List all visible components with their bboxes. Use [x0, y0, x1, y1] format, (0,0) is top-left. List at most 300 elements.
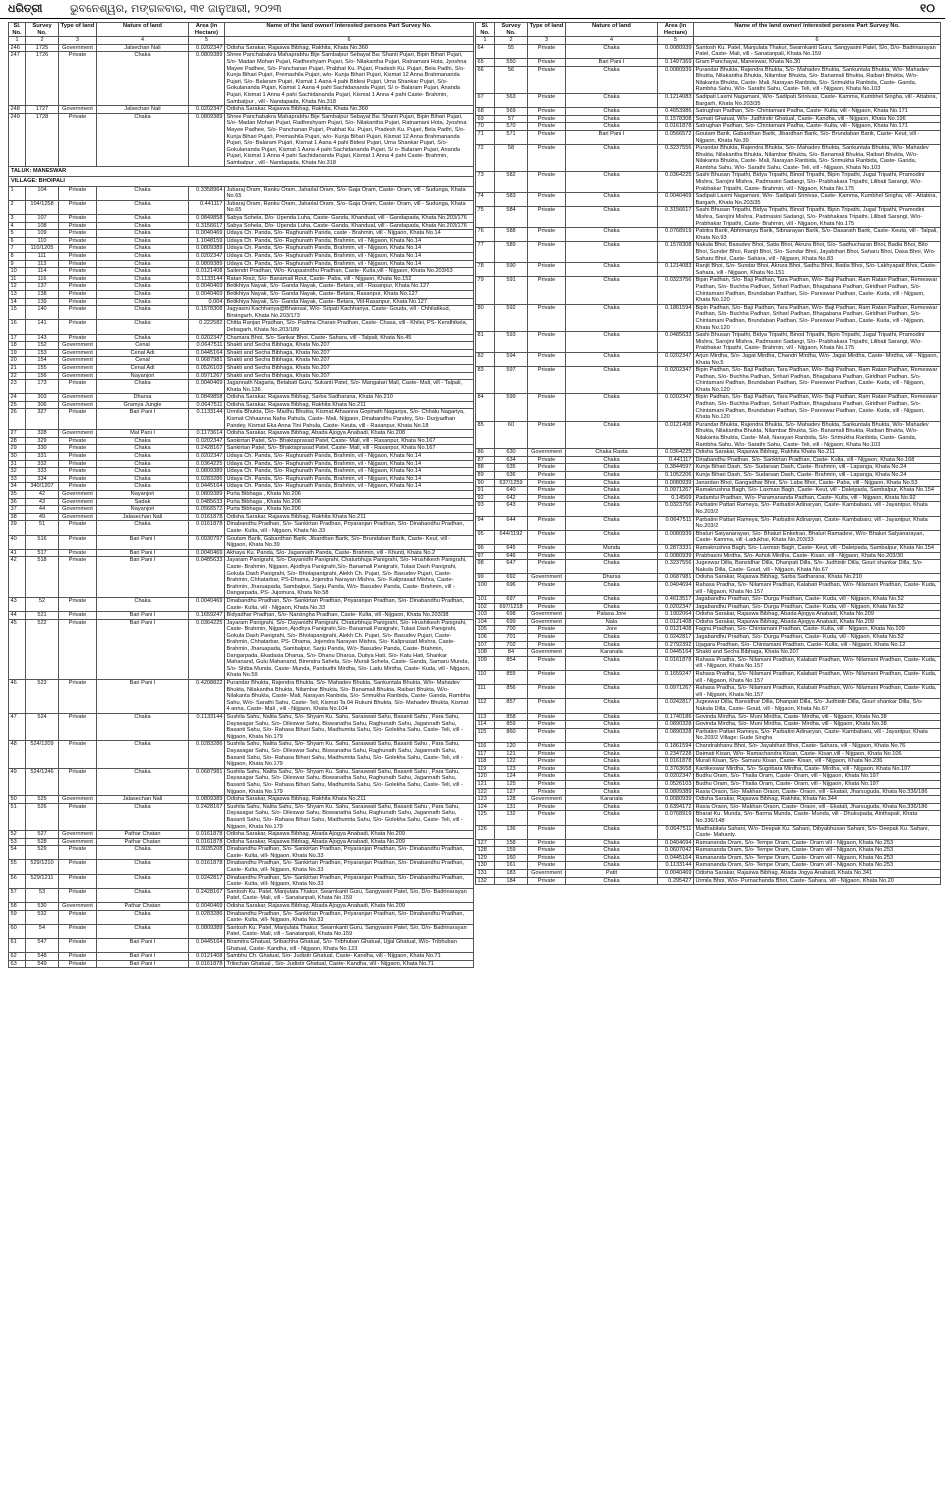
survey-cell: 334: [26, 475, 59, 483]
nature-cell: Chaka: [566, 172, 658, 193]
survey-cell: 594: [495, 352, 528, 366]
sl-cell: 89: [476, 472, 495, 480]
type-cell: Private: [528, 750, 566, 758]
area-cell: 0.1497369: [658, 58, 694, 66]
area-cell: 0.0040469: [189, 380, 225, 394]
sl-cell: 55: [9, 860, 26, 874]
type-cell: Private: [528, 699, 566, 713]
table-row: [476, 728, 941, 742]
table-row: [476, 626, 941, 634]
owner-cell: Rasia Oraon, S/o- Makhan Oraon, Caste- Oraon, vill - Ekatali, Jharsuguda, Khata No.336/186: [694, 788, 941, 796]
type-cell: Government: [59, 394, 97, 402]
survey-cell: 642: [495, 494, 528, 502]
sl-cell: 22: [9, 372, 26, 380]
nature-cell: Chaka: [566, 877, 658, 885]
sl-cell: 54: [9, 846, 26, 860]
table-row: [9, 831, 474, 839]
table-row: [476, 479, 941, 487]
nature-cell: Gramya Jungle: [97, 401, 189, 409]
type-cell: Private: [528, 713, 566, 721]
table-row: [476, 825, 941, 839]
type-cell: Private: [59, 320, 97, 334]
survey-cell: 523: [26, 680, 59, 714]
survey-cell: 60: [495, 421, 528, 448]
type-cell: Government: [59, 342, 97, 350]
survey-cell: 84: [495, 649, 528, 657]
col-num: 2: [26, 37, 59, 45]
type-cell: Private: [59, 939, 97, 953]
area-cell: 0.0445164: [189, 349, 225, 357]
survey-cell: 692: [495, 574, 528, 582]
type-cell: Private: [59, 52, 97, 106]
owner-cell: Odisha Sarakar, Rajaswa Bibhag, Abada Ajogya Anabadi, Khata No.209: [694, 618, 941, 626]
owner-cell: Chamara Bhoi, S/o- Sankar Bhoi, Caste- Sahara, vill - Talpali, Khata No.45: [225, 334, 474, 342]
table-row: [476, 685, 941, 699]
type-cell: Private: [59, 874, 97, 888]
survey-cell: 524: [26, 714, 59, 741]
sl-cell: 115: [476, 728, 495, 742]
area-cell: 0.0526103: [189, 364, 225, 372]
sl-cell: 87: [476, 456, 495, 464]
nature-cell: Chaka: [566, 228, 658, 242]
sl-cell: 34: [9, 483, 26, 491]
area-cell: 0.0566572: [658, 130, 694, 144]
area-cell: 0.0647511: [658, 825, 694, 839]
type-cell: Private: [528, 721, 566, 729]
area-cell: 0.441117: [658, 456, 694, 464]
sl-cell: 85: [476, 421, 495, 448]
sl-cell: 73: [476, 172, 495, 193]
area-cell: 0.0809389: [189, 468, 225, 476]
nature-cell: Chaka: [97, 597, 189, 611]
survey-cell: 110/1205: [26, 245, 59, 253]
nature-cell: Chaka: [566, 773, 658, 781]
area-cell: 0.0364225: [189, 619, 225, 679]
survey-cell: 183: [495, 870, 528, 878]
sl-cell: 62: [9, 953, 26, 961]
area-cell: 0.0283286: [189, 741, 225, 768]
owner-cell: Udaya Ch. Panda, S/o- Raghunath Panda, Brahmin, vil - Nijgaon, Khata No.14: [225, 253, 474, 261]
sl-cell: 46: [9, 680, 26, 714]
nature-cell: Chaka: [566, 854, 658, 862]
owner-cell: Udaya Ch. Panda, S/o- Raghunath Panda, Brahmin, vil - Nijgaon, Khata No.14: [225, 483, 474, 491]
area-cell: 0.0040469: [189, 290, 225, 298]
table-row: [476, 193, 941, 207]
owner-cell: Kunja Bihari Dash, S/o- Sudarsan Dash, Caste- Brahmin, vill - Lapanga, Khata No.24: [694, 472, 941, 480]
table-row: [476, 773, 941, 781]
type-cell: Private: [528, 765, 566, 773]
sl-cell: 60: [9, 924, 26, 938]
owner-cell: Betikhiya Nayak, S/o- Ganda Nayak, Caste- Betara, Rasanpur, Khata No.127: [225, 290, 474, 298]
survey-cell: 529/1210: [26, 860, 59, 874]
survey-cell: 522: [26, 619, 59, 679]
area-cell: 0.0202347: [189, 253, 225, 261]
table-row: [9, 283, 474, 291]
table-row: [9, 910, 474, 924]
nature-cell: Chaka: [566, 263, 658, 277]
table-row: [9, 320, 474, 334]
table-row: [9, 275, 474, 283]
owner-cell: Sushila Sahu, Nalita Sahu, S/o- Shyam Ku. Sahu, Saraswati Sahu, Basanti Sahu , Para Sahu, Dayasagar Sahu, S/o- Dileswar Sahu, Biswanatha Sahu, Raghunath Sahu, Jagannath Sahu, Basanti Sahu, S/o- Rahasa Bihari Sahu, Madhumita Sahu, S/o- Golekha Sahu, Caste- Teli, vill - Nijgaon, Khata No.179: [225, 714, 474, 741]
survey-cell: 588: [495, 228, 528, 242]
table-row: [9, 334, 474, 342]
table-row: [476, 304, 941, 331]
survey-cell: 303: [26, 394, 59, 402]
table-row: [9, 260, 474, 268]
area-cell: 0.0121408: [189, 953, 225, 961]
area-cell: 0.0040469: [658, 870, 694, 878]
owner-cell: Odisha Sarakar, Rajaswa Bibhag, Abada Ajogya Anabadi, Khata No.209: [694, 611, 941, 619]
survey-cell: 634: [495, 456, 528, 464]
owner-cell: Rahasa Pradha, S/o- Nilamani Pradhan, Kalabati Pradhan, W/o- Nilamani Pradhan, Caste- Kuda, vill - Nijgaon, Khata No.157: [694, 685, 941, 699]
sl-cell: 247: [9, 52, 26, 106]
owner-cell: Arjun Mirdha, S/o- Jagat Mirdha, Chandri Mirdha, W/o- Jagat Mirdha, Caste- Mirdha, vill - Nijgaon, Khata No.5: [694, 352, 941, 366]
table-row: [9, 430, 474, 438]
survey-cell: 140: [26, 306, 59, 320]
survey-cell: 136: [495, 825, 528, 839]
survey-cell: 340/1207: [26, 483, 59, 491]
area-cell: 0.0161878: [658, 656, 694, 670]
area-cell: 0.0202347: [658, 773, 694, 781]
type-cell: Private: [528, 145, 566, 172]
nature-cell: Bari Pani I: [97, 535, 189, 549]
type-cell: Private: [528, 811, 566, 825]
area-cell: 0.1214083: [658, 263, 694, 277]
owner-cell: Nakula Bhoi, Basudev Bhoi, Satia Bhoi, Akrura Bhoi, S/o- Sadhucharan Bhoi, Badia Bhoi, Bito Bhoi, Sunder Bhoi, Ranjit Bhoi, S/o- Sundar Bhoi, Jayabihari Bhoi, Saharu Bhoi, Dasa Bhoi, W/o- Saharu Bhoi, Caste- Sahara, vill - Nijgaon, Khata No.83: [694, 242, 941, 263]
sl-cell: 31: [9, 460, 26, 468]
area-cell: 0.2873331: [658, 544, 694, 552]
type-cell: Private: [59, 803, 97, 830]
nature-cell: Pathar Chatan: [97, 831, 189, 839]
owner-cell: Ratan Rout, S/o- Banamali Rout, Caste- Paba, vill - Nijgaon, Khata No.152: [225, 275, 474, 283]
area-cell: 0.0647511: [189, 401, 225, 409]
type-cell: Private: [528, 641, 566, 649]
section-row: [9, 167, 474, 177]
owner-cell: Satrughan Padhan, S/o- Chintamani Padha, Caste- Kulta, vill - Nijgaon, Khata No.171: [694, 123, 941, 131]
survey-cell: 550: [495, 58, 528, 66]
sl-cell: 100: [476, 581, 495, 595]
owner-cell: Dinabandhu Pradhan, S/o- Sankirtan Pradhan, Priyaranjan Pradhan, S/o- Dinabandhu Pradhan, Caste- Kulta, vill- Nijgaon, Khata No.33: [225, 910, 474, 924]
sl-cell: 4: [9, 222, 26, 230]
survey-cell: 128: [495, 796, 528, 804]
owner-cell: Madhabilata Sahani, W/o- Deepak Ku. Sahani, Dibyabhusan Sahani, S/o- Deepak Ku. Sahani, Caste- Mahanty.: [694, 825, 941, 839]
sl-cell: 114: [476, 721, 495, 729]
table-row: [476, 574, 941, 582]
type-cell: Government: [528, 649, 566, 657]
owner-cell: Shakti and Secha Bibhaga, Khata No.207: [225, 357, 474, 365]
owner-cell: Udaya Ch. Panda, S/o- Raghunath Panda, Brahmin, vil - Nijgaon, Khata No.14: [225, 237, 474, 245]
type-cell: Private: [528, 277, 566, 304]
nature-cell: Bari Pani I: [97, 619, 189, 679]
type-cell: Private: [59, 549, 97, 557]
sl-cell: 7: [9, 245, 26, 253]
sl-cell: 23: [9, 380, 26, 394]
sl-cell: 21: [9, 364, 26, 372]
table-row: [476, 742, 941, 750]
nature-cell: Chaka: [566, 713, 658, 721]
survey-cell: 127: [495, 788, 528, 796]
owner-cell: Ranjit Bhoi, S/o- Sundar Bhoi, Akrura Bhoi, Sadhu Bhoi, Badia Bhoi, S/o- Lakhyapati Bhoi, Caste- Sahara, vill - Nijgaon, Khata No.151: [694, 263, 941, 277]
type-cell: Private: [59, 253, 97, 261]
sl-cell: 49: [9, 768, 26, 795]
table-row: [476, 207, 941, 228]
survey-cell: 44: [26, 506, 59, 514]
table-row: [476, 123, 941, 131]
area-cell: 0.0202347: [189, 106, 225, 114]
area-cell: 0.0040469: [189, 903, 225, 911]
type-cell: Government: [528, 618, 566, 626]
nature-cell: Chaka: [97, 245, 189, 253]
table-row: [476, 641, 941, 649]
area-cell: 0.0242817: [189, 874, 225, 888]
nature-cell: Chaka: [566, 803, 658, 811]
type-cell: Private: [528, 847, 566, 855]
table-row: [9, 113, 474, 167]
owner-cell: Kunja Bihari Dash, S/o- Sudarsan Dash, Caste- Brahmin, vill - Lapanga, Khata No.24: [694, 464, 941, 472]
nature-cell: Chaka: [97, 380, 189, 394]
type-cell: Private: [59, 741, 97, 768]
owner-cell: Sumati Ghatual, W/o- Judhirstir Ghatual, Caste- Kandha, vill - Nijgaon, Khata No.196: [694, 115, 941, 123]
survey-cell: 123: [495, 765, 528, 773]
sl-cell: 52: [9, 831, 26, 839]
survey-cell: 571: [495, 130, 528, 144]
table-row: [476, 263, 941, 277]
table-row: [476, 352, 941, 366]
survey-cell: 139: [26, 298, 59, 306]
owner-cell: Budhu Oram, S/o- Thaila Oram, Caste- Oram, vill - Nijgaon, Khata No.197: [694, 780, 941, 788]
type-cell: Private: [59, 953, 97, 961]
type-cell: Private: [528, 728, 566, 742]
type-cell: Private: [528, 332, 566, 353]
nature-cell: Chaka: [566, 193, 658, 207]
sl-cell: 35: [9, 491, 26, 499]
type-cell: Private: [528, 839, 566, 847]
area-cell: 0.0202347: [189, 437, 225, 445]
owner-cell: Jagabandhu Pradhan, S/o- Durga Pradhan, Caste- Kuda, vill - Nijgaon, Khata No.52: [694, 596, 941, 604]
nature-cell: Chaka: [566, 750, 658, 758]
survey-cell: 529: [26, 846, 59, 860]
nature-cell: Pathar Chatan: [97, 838, 189, 846]
area-cell: 0.0809389: [189, 491, 225, 499]
nature-cell: Nayanjori: [97, 372, 189, 380]
table-row: [476, 854, 941, 862]
owner-cell: Jagyasini Kachhariya@Bhainsal, W/o- Sripati Kachhariya, Caste- Gouda, vill - Chhilatikud, Birsingarh, Khata No.203/173: [225, 306, 474, 320]
type-cell: Private: [59, 597, 97, 611]
owner-cell: Biramitra Ghatual, Sribachha Ghatual, S/o- Tribhuban Ghatual, Ujjal Ghatual, W/o- Tribhuban Ghatual, Caste- Kandha, vill - Nijgaon, Khata No.123: [225, 939, 474, 953]
owner-cell: Bhaluri Satyanarayan, S/o- Bhaluri Enketrao, Bhaluri Ramadevi, W/o- Bhaluri Satyanarayan, Caste- Kamma, vill -Ladukhai, Khata No.203/33: [694, 530, 941, 544]
owner-cell: Odisha Sarakar, Rajaswa Bibhag, Abada Ajogya Anabadi, Khata No.209: [225, 831, 474, 839]
owner-cell: Trilochan Ghatual , S/o- Judistir Ghatual, Caste- Kandha, vill - Nijgaon, Khata No.71: [225, 960, 474, 968]
type-cell: Private: [528, 263, 566, 277]
col-num: 3: [528, 37, 566, 45]
area-cell: 0.3237556: [658, 560, 694, 574]
owner-cell: Shakti and Secha Bibhaga, Khata No.207: [225, 364, 474, 372]
sl-cell: 72: [476, 145, 495, 172]
area-cell: 0.4653986: [658, 108, 694, 116]
nature-cell: Chaka: [97, 298, 189, 306]
table-row: [476, 634, 941, 642]
owner-cell: Jayaram Panigrahi, S/o- Dayanidhi Panigrahi, Chaturbhuja Panigrahi, S/o- Hrushikesh Panigrahi, Caste- Brahmin, Nijgaon, Ajodhya Panigrahi,S/o- Banamali Panigrahi, Tulasi Dash Panigrahi, Gokula Dash Panigrahi, S/o- Bholapanigrahi, Alekh Ch. Pujari, S/o- Basudev Pujari, Caste- Brahmin, Chhatarbar, PS- Dhama, Jojendra Narayan Mishra, S/o- Kaliprasad Mishra, Caste- Brahmin, Jharuapada, Sambalpur, Sarju Panda, W/o- Basudev Panda, Caste- Brahmin, Dangarpada, Ekadasia Dharua, S/o- Dhanu Dharua, Dutiya Hati, S/o- Katu Hati, Shankar Mahanand, Gulu Mahanand, Birendra Sahela, S/o- Murali Sohela, Caste- Ganda, Samaru Munda, S/o- Shiba Munda, Caste- Munda, Panbudhi Mirdha, S/o- Ladu Mirdha, Caste- Kuda, vill - Nijgaon, Khata No.59: [225, 619, 474, 679]
sl-cell: 57: [9, 888, 26, 902]
table-row: [9, 796, 474, 804]
area-cell: 0.0404694: [658, 581, 694, 595]
area-cell: 0.0121408: [658, 626, 694, 634]
survey-cell: 527: [26, 831, 59, 839]
owner-cell: Rahasa Pradha, S/o- Nilamani Pradhan, Kalabati Pradhan, W/o- Nilamani Pradhan, Caste- Kuda, vill - Nijgaon, Khata No.157: [694, 656, 941, 670]
sl-cell: 58: [9, 903, 26, 911]
owner-cell: Sashi Bhusan Tripathi, Bidya Tripathi, Binod Tripathi, Bipin Tripathi, Jugal Tripathi, Pramodini Mishra, Sarojini Mishra, Padmasini Sadangi, S/o- Prabhakara Tripathi, Lilibati Sarangi, W/o- Prabhakar Tripathi, Caste- Brahmin, vill - Nijgaon, Khata No.175: [694, 207, 941, 228]
nature-cell: Chaka: [566, 656, 658, 670]
type-cell: Government: [59, 364, 97, 372]
sl-cell: 63: [9, 960, 26, 968]
sl-cell: 128: [476, 847, 495, 855]
owner-cell: Budhu Oram, S/o- Thaila Oram, Caste- Oram, vill - Nijgaon, Khata No.197: [694, 773, 941, 781]
type-cell: Private: [59, 230, 97, 238]
table-row: [9, 342, 474, 350]
table-row: [9, 535, 474, 549]
area-cell: 0.0364225: [658, 172, 694, 193]
sl-cell: 94: [476, 516, 495, 530]
nature-cell: Chaka: [566, 847, 658, 855]
area-cell: 0.0202347: [189, 334, 225, 342]
survey-cell: 640: [495, 487, 528, 495]
survey-cell: 56: [495, 66, 528, 93]
sl-cell: 40: [9, 535, 26, 549]
type-cell: Private: [59, 680, 97, 714]
survey-cell: 107: [26, 215, 59, 223]
nature-cell: Sadak: [97, 498, 189, 506]
area-cell: 0.0040469: [658, 193, 694, 207]
col-num: 5: [658, 37, 694, 45]
table-row: [9, 298, 474, 306]
area-cell: 0.1052206: [658, 472, 694, 480]
owner-cell: Dinabandhu Pradhan, S/o- Sankirtan Pradhan, Priyaranjan Pradhan, S/o- Dinabandhu Pradhan, Caste- Kulta, vill- Nijgaon, Khata No.33: [225, 846, 474, 860]
area-cell: 0.4208822: [189, 680, 225, 714]
owner-cell: Odisha Sarakar, Rajaswa Bibhag, Abada Ajogya Anabadi, Khata No.209: [225, 903, 474, 911]
table-row: [476, 671, 941, 685]
owner-cell: Gram Panchayat, Maneswar, Khata No.30: [694, 58, 941, 66]
survey-cell: 526: [26, 803, 59, 830]
area-cell: 0.3156617: [189, 222, 225, 230]
owner-cell: Fagnu Pradhan, S/o- Chintamani Pradhan, Caste- Kulta, vill - Nijgaon, Khata No.109: [694, 626, 941, 634]
nature-cell: Chaka: [97, 860, 189, 874]
owner-cell: Jagannath Nagaria, Belabati Guru, Sukanti Patel, S/o- Mangatari Mali, Caste- Mali, vill - Talpali, Khata No.136: [225, 380, 474, 394]
owner-cell: Goutam Barik, Gabardhan Barik, Jibardhan Barik, S/o- Brundaban Barik, Caste- Keut, vill - Nijgaon, Khata No.39: [225, 535, 474, 549]
table-row: [476, 862, 941, 870]
area-cell: 0.1578308: [658, 242, 694, 263]
survey-cell: 569: [495, 108, 528, 116]
survey-cell: 132: [495, 811, 528, 825]
owner-cell: Odisha Sarakar, Rajaswa Bibhag, Rakhita, Khata No.344: [694, 796, 941, 804]
sl-cell: 86: [476, 449, 495, 457]
sl-cell: 129: [476, 854, 495, 862]
survey-cell: 154: [26, 357, 59, 365]
area-cell: 0.0890328: [658, 728, 694, 742]
type-cell: Private: [528, 304, 566, 331]
owner-cell: Ramakrushna Bagh, S/o- Laxman Bagh, Caste- Keut, vill - Daleipada, Sambalpur, Khata No.154: [694, 544, 941, 552]
land-table-right: [475, 22, 941, 885]
owner-cell: Sailendri Pradhan, W/o- Krupasindhu Pradhan, Caste- Kulta,vill - Nijgaon, Khata No.203/63: [225, 268, 474, 276]
type-cell: Private: [59, 306, 97, 320]
sl-cell: 125: [476, 811, 495, 825]
nature-cell: Chaka: [97, 874, 189, 888]
owner-cell: Murali Kisan, S/o- Samaru Kisan, Caste- Kisan, vill - Nijgaon, Khata No.236: [694, 758, 941, 766]
owner-cell: Ramananda Oram, S/o- Tempe Oram, Caste- Oram vill - Nijgaon, Khata No.253: [694, 839, 941, 847]
owner-cell: Bipin Padhan, S/o- Baji Padhan, Tara Padhan, W/o- Baji Padhan, Ram Ratan Padhan, Remeswar Padhan, S/o- Buchha Padhan, Sriharl Padhan, Bhagabana Padhan, Giridhari Padhan, S/o- Chintamani Padhan, Brundaban Padhan, S/o- Pareswar Padhan, Caste- Kuda, vill - Nijgaon, Khata No.120: [694, 304, 941, 331]
table-row: [9, 513, 474, 521]
type-cell: Private: [59, 290, 97, 298]
table-row: [9, 903, 474, 911]
survey-cell: 517: [26, 549, 59, 557]
table-row: [476, 494, 941, 502]
survey-cell: 647: [495, 560, 528, 574]
col-num: 1: [9, 37, 26, 45]
sl-cell: 29: [9, 445, 26, 453]
owner-cell: Bharat Ku. Munda, S/o- Barma Munda, Caste- Munda, vill - Dhukupada, Ainthapali, Khata No.336/148: [694, 811, 941, 825]
owner-cell: Odisha Sarakar, Rajaswa Bibhag, Rakhita Khata No.211: [225, 401, 474, 409]
table-row: [9, 445, 474, 453]
table-row: [476, 803, 941, 811]
area-cell: 0.0809389: [189, 796, 225, 804]
type-cell: Private: [59, 200, 97, 214]
table-row: [9, 960, 474, 968]
survey-cell: 525: [26, 796, 59, 804]
nature-cell: Chaka: [566, 825, 658, 839]
table-row: [9, 768, 474, 795]
area-cell: 0.0809389: [189, 245, 225, 253]
nature-cell: Chaka: [566, 788, 658, 796]
table-row: [9, 349, 474, 357]
area-cell: 0.0323756: [658, 502, 694, 516]
type-cell: Private: [528, 66, 566, 93]
owner-cell: Dinabandhu Pradhan, S/o- Sankirtan Pradhan, Caste- Kulta, vill - Nijgaon, Khata No.168: [694, 456, 941, 464]
table-row: [9, 803, 474, 830]
survey-cell: 116: [26, 275, 59, 283]
owner-cell: Sankirtan Patel, S/o- Bhaktaprasad Patel, Caste- Mali, vill - Rasanpur, Khata No.167: [225, 445, 474, 453]
sl-cell: 11: [9, 275, 26, 283]
table-row: [476, 115, 941, 123]
table-row: [476, 618, 941, 626]
area-cell: 0.0161878: [189, 831, 225, 839]
table-row: [476, 713, 941, 721]
nature-cell: Chaka: [566, 516, 658, 530]
nature-cell: Chaka: [97, 888, 189, 902]
nature-cell: Chaka: [97, 846, 189, 860]
sl-cell: 93: [476, 502, 495, 516]
table-row: [476, 811, 941, 825]
sl-cell: 1: [9, 186, 26, 200]
survey-cell: 590: [495, 263, 528, 277]
area-cell: 0.0040469: [189, 283, 225, 291]
table-row: [476, 421, 941, 448]
sl-cell: 15: [9, 306, 26, 320]
type-cell: Government: [59, 903, 97, 911]
owner-cell: Dinabandhu Pradhan, S/o- Sankirtan Pradhan, Priyaranjan Pradhan, S/o- Dinabandhu Pradhan, Caste- Kulta, vill - Nijgaon, Khata No.33: [225, 521, 474, 535]
area-cell: 0.0687981: [658, 574, 694, 582]
owner-cell: Purandar Bhukta, Rajendra Bhukta, S/o- Mahadev Bhukta, Sankuntala Bhukta, W/o- Mahadev Bhukta, Nilakantha Bhukta, Nilambar Bhukta, S/o- Banamali Bhukta, Raibari Bhukta, W/o- Nilakanta Bhukta, Caste- Mali, Narayan Ranbida, S/o- Srimukha Ranbida, Caste- Ganda, Rambha Sahu, W/o- Sarathi Sahu, Caste- Teli, vill - Nijgaon, Khata No.103: [694, 421, 941, 448]
type-cell: Private: [528, 58, 566, 66]
header-sl: Sl. No.: [476, 23, 495, 37]
table-row: [476, 649, 941, 657]
survey-cell: 43: [26, 498, 59, 506]
header-type: Type of land: [59, 23, 97, 37]
area-cell: 0.441117: [189, 200, 225, 214]
owner-cell: Urmila Bhukta, D/o- Madhu Bhukta, Kismat Athaanna Gopinath Nagariya, S/o- Chhalu Nagariya, Kismat Chhaanna Naha Pahula, Caste- Mali, Nijgaon, Dinabandhu Pandey, S/o- Durjyadhan Pandey, Kismat Eka Anna Tini Pahula, Caste- Keuta, vill - Rasanpur, Khata No.18: [225, 409, 474, 430]
owner-cell: Odisha Sarakar, Rajaswa Bibhag, Rakhita, Khata No.360: [225, 44, 474, 52]
type-cell: Government: [59, 796, 97, 804]
nature-cell: Chaka: [97, 200, 189, 214]
sl-cell: 2: [9, 200, 26, 214]
